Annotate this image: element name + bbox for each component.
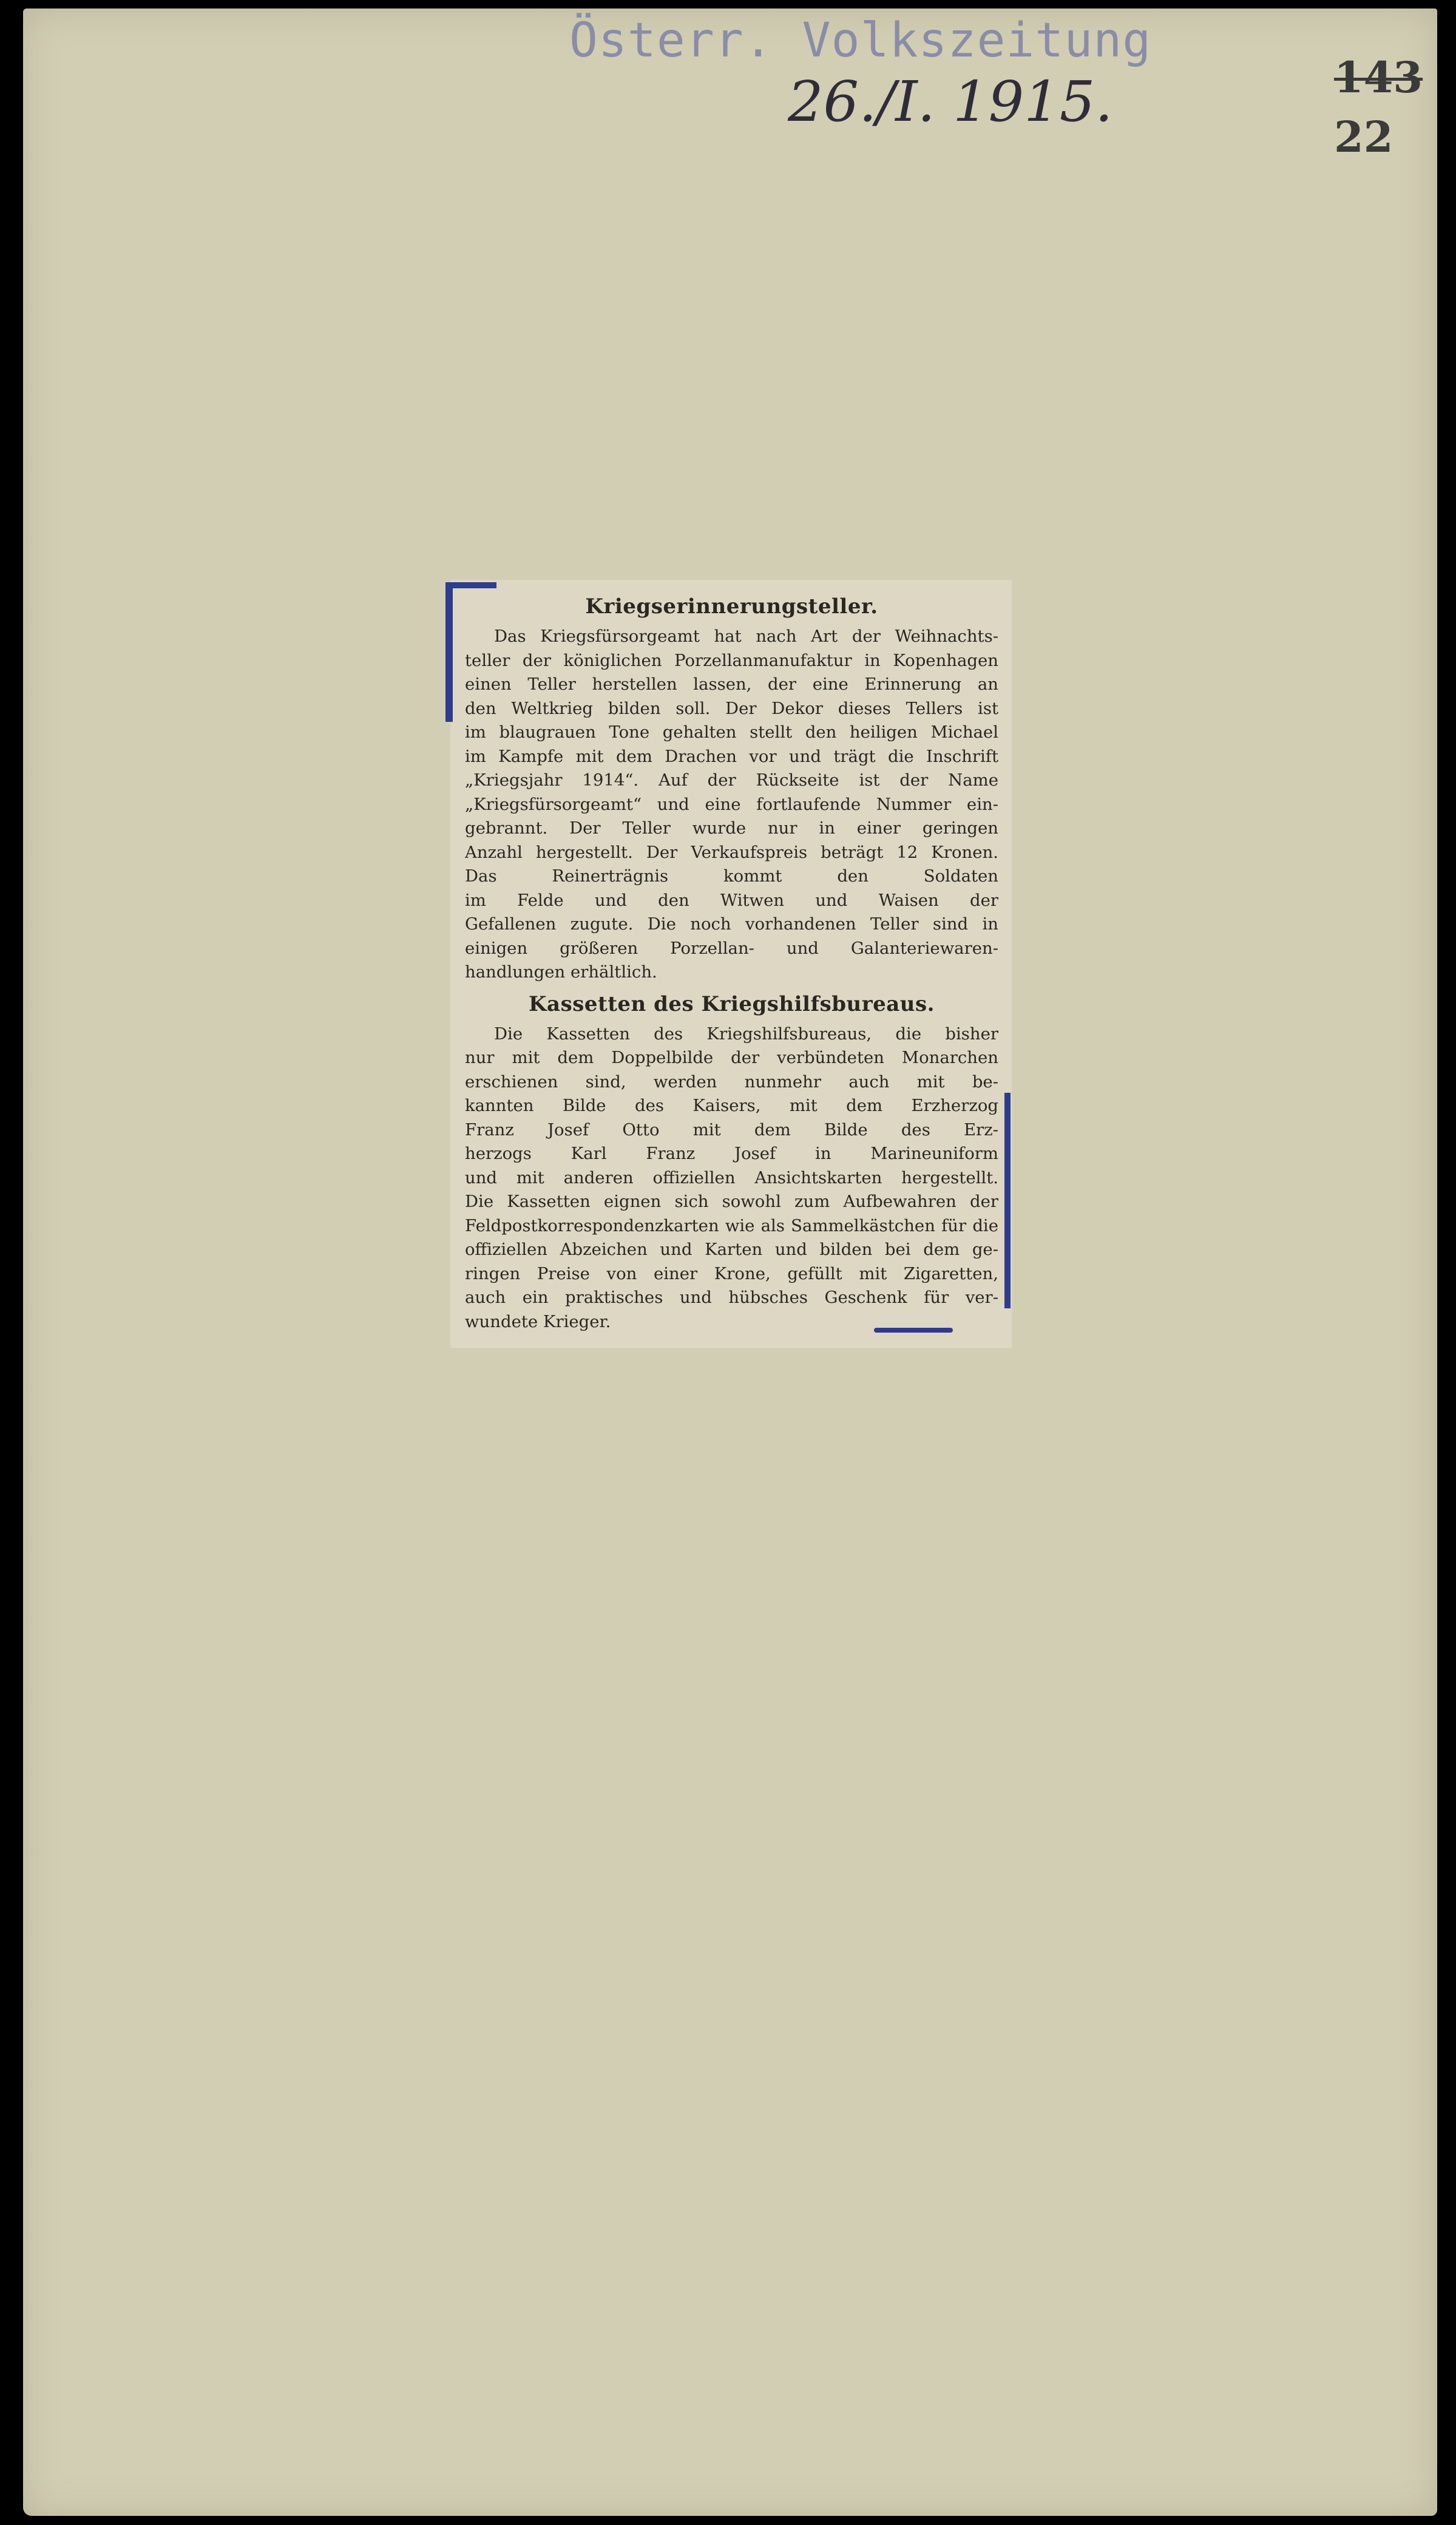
blue-pencil-mark-left — [445, 582, 496, 722]
blue-pencil-mark-bottom — [874, 1328, 953, 1333]
article-2-line: offiziellen Abzeichen und Karten und bilden bei dem ge- — [465, 1240, 998, 1259]
article-1-line: im blaugrauen Tone gehalten stellt den heiligen Michael — [465, 722, 998, 742]
article-2-line: herzogs Karl Franz Josef in Marineuniform — [465, 1144, 998, 1163]
article-1-line: „Kriegsfürsorgeamt“ und eine fortlaufende Nummer ein- — [465, 794, 998, 814]
article-1-line: Anzahl hergestellt. Der Verkaufspreis beträgt 12 Kronen. — [465, 842, 998, 862]
article-2-line: ringen Preise von einer Krone, gefüllt mit Zigaretten, — [465, 1263, 998, 1283]
archive-number-crossed: 143 — [1334, 52, 1423, 103]
article-1-line: Das Reinerträgnis kommt den Soldaten — [465, 866, 998, 886]
article-1-body — [465, 625, 998, 985]
article-2-line: Die Kassetten des Kriegshilfsbureaus, die bisher — [494, 1024, 998, 1044]
newspaper-stamp: Österr. Volkszeitung — [569, 13, 1152, 68]
article-2-line: wundete Krieger. — [465, 1311, 611, 1331]
article-2-line: Franz Josef Otto mit dem Bilde des Erz- — [465, 1120, 998, 1140]
article-2-line: und mit anderen offiziellen Ansichtskarten hergestellt. — [465, 1167, 998, 1188]
article-1-line: „Kriegsjahr 1914“. Auf der Rückseite ist der Name — [465, 770, 998, 790]
article-1-line: einen Teller herstellen lassen, der eine Erinnerung an — [465, 675, 998, 694]
article-1-headline: Kriegserinnerungsteller. — [585, 594, 878, 619]
article-1-line: Das Kriegsfürsorgeamt hat nach Art der Weihnachts- — [494, 627, 998, 646]
article-2-line: Feldpostkorrespondenzkarten wie als Sammelkästchen für die — [465, 1215, 998, 1235]
article-2-body — [465, 1022, 998, 1334]
article-1-line: im Kampfe mit dem Drachen vor und trägt die Inschrift — [465, 746, 998, 766]
article-2-line: nur mit dem Doppelbilde der verbündeten Monarchen — [465, 1048, 998, 1067]
article-1-line: den Weltkrieg bilden soll. Der Dekor dieses Tellers ist — [465, 698, 998, 718]
blue-pencil-mark-right — [1004, 1093, 1011, 1308]
article-2-line: erschienen sind, werden nunmehr auch mit be- — [465, 1072, 998, 1092]
article-1-line: im Felde und den Witwen und Waisen der — [465, 890, 998, 910]
article-1-line: Gefallenen zugute. Die noch vorhandenen Teller sind in — [465, 914, 998, 934]
article-2-line: Die Kassetten eignen sich sowohl zum Aufbewahren der — [465, 1192, 998, 1211]
archive-number: 22 — [1334, 112, 1393, 162]
article-1-line: handlungen erhältlich. — [465, 962, 657, 982]
article-1-line: teller der königlichen Porzellanmanufaktur in Kopenhagen — [465, 650, 998, 670]
newspaper-clipping — [450, 580, 1012, 1348]
handwritten-date: 26./I. 1915. — [788, 69, 1113, 134]
article-2-headline: Kassetten des Kriegshilfsbureaus. — [529, 991, 935, 1016]
article-2-line: kannten Bilde des Kaisers, mit dem Erzherzog — [465, 1096, 998, 1115]
article-1-line: einigen größeren Porzellan- und Galanteriewaren- — [465, 938, 998, 958]
article-2-line: auch ein praktisches und hübsches Geschenk für ver- — [465, 1288, 998, 1307]
article-1-line: gebrannt. Der Teller wurde nur in einer geringen — [465, 818, 998, 838]
